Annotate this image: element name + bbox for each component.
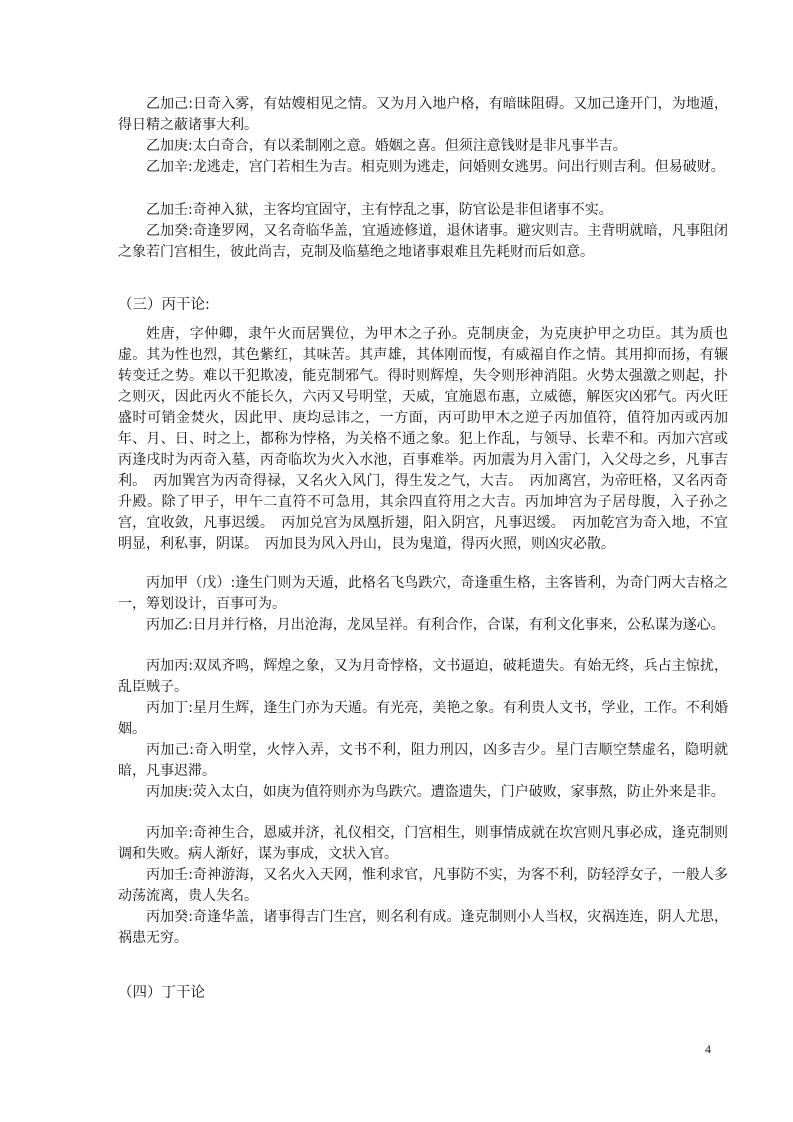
section-heading-ding: （四）丁干论	[118, 985, 205, 1001]
paragraph-bing-geng: 丙加庚:荧入太白，如庚为值符则亦为鸟跌穴。遭盗遗失，门户破败，家事熬，防止外来是非。	[146, 784, 725, 800]
paragraph-yi-xin: 乙加辛:龙逃走，宫门若相生为吉。相克则为逃走，问婚则女逃男。问出行则吉利。但易破财。	[146, 159, 725, 175]
bing-paragraphs-group-1	[118, 573, 728, 636]
paragraph-yi-ren: 乙加壬:奇神入狱，主客均宜固守，主有悖乱之事，防官讼是非但诸事不实。	[146, 202, 613, 218]
paragraph-bing-ji: 丙加己:奇入明堂，火悖入弄，文书不利，阻力刑囚，凶多吉少。星门吉顺空禁虚名，隐明就暗，凡事迟滞。	[118, 742, 728, 779]
paragraph-bing-jia: 丙加甲（戊）:逢生门则为天遁，此格名飞鸟跌穴，奇逢重生格，主客皆利，为奇门两大吉格之一，筹划设计，百事可为。	[118, 575, 728, 612]
paragraph-yi-ji: 乙加己:日奇入雾，有姑嫂相见之情。又为月入地户格，有暗昧阻碍。又加己逢开门，为地遁，得日精之蔽诸事大利。	[118, 96, 728, 133]
paragraph-yi-gui: 乙加癸:奇逢罗网，又名奇临华盖，宜遁迹修道，退休诸事。避灾则吉。主背明就暗，凡事阻闭之象若门宫相生，彼此尚吉，克制及临墓绝之地诸事艰难且先耗财而后如意。	[118, 223, 728, 260]
yi-paragraphs-group-1	[118, 94, 728, 178]
bing-paragraphs-group-3	[118, 823, 728, 949]
page-number: 4	[705, 1042, 711, 1056]
paragraph-bing-ding: 丙加丁:星月生辉，逢生门亦为天遁。有光亮，美艳之象。有利贵人文书，学业，工作。不利婚姻。	[118, 700, 728, 737]
paragraph-bing-intro: 姓唐，字仲卿，隶午火而居巽位，为甲木之子孙。克制庚金，为克庚护甲之功臣。其为质也虚。其为性也烈，其色紫红，其味苦。其声雄，其体刚而愎，有威福自作之情。其用抑而扬，有辗转变迁之势。难以干犯欺凌，能克制邪气。得时则辉煌，失令则形神消阻。火势太强激之则起，扑之则灭，因此丙火不能长久，六丙又号明堂，天威，宜施恩布惠，立威德，解医灾凶邪气。丙火旺盛时可销金焚火，因此甲、庚均忌讳之，一方面，丙可助甲木之逆子丙加值符，值符加丙或丙加年、月、日、时之上，都称为悖格，为关格不通之象。犯上作乱，与领导、长辈不和。丙加六宫或丙逢戌时为丙奇入墓，丙奇临坎为火入水池，百事难举。丙加震为月入雷门，入父母之乡，凡事吉利。 丙加巽宫为丙奇得禄，又名火入风门，得生发之气，大吉。 丙加离宫，为帝旺格，又名丙奇升殿。除了甲子，甲午二直符不可急用，其余四直符用之大吉。丙加坤宫为子居母腹，入子孙之宫，宜收敛，凡事迟缓。 丙加兑宫为凤凰折翅，阳入阴宫，凡事迟缓。 丙加乾宫为奇入地，不宜明显，利私事，阴谋。 丙加艮为风入丹山，艮为鬼道，得丙火照，则凶灾必散。	[118, 326, 728, 552]
paragraph-yi-geng: 乙加庚:太白奇合，有以柔制刚之意。婚姻之喜。但须注意钱财是非凡事半吉。	[146, 138, 627, 154]
paragraph-bing-bing: 丙加丙:双凤齐鸣，辉煌之象，又为月奇悖格，文书逼迫，破耗遗失。有始无终，兵占主惊扰，乱臣贼子。	[118, 658, 728, 695]
yi-paragraphs-group-2	[118, 200, 728, 263]
section-heading-bing: （三）丙干论:	[118, 297, 210, 313]
paragraph-bing-yi: 丙加乙:日月并行格，月出沧海，龙凤呈祥。有利合作，合谋，有利文化事来，公私谋为遂心。	[146, 617, 725, 633]
bing-paragraphs-group-2	[118, 656, 728, 803]
paragraph-bing-gui: 丙加癸:奇逢华盖，诸事得吉门生宫，则名利有成。逢克制则小人当权，灾祸连连，阴人尤思，祸患无穷。	[118, 909, 728, 946]
paragraph-bing-ren: 丙加壬:奇神游海，又名火入天网，惟利求官，凡事防不实，为客不利，防轻浮女子，一般人多动荡流离，贵人失名。	[118, 867, 728, 904]
bing-intro-block	[118, 324, 728, 555]
paragraph-bing-xin: 丙加辛:奇神生合，恩威并济，礼仪相交，门宫相生，则事情成就在坎宫则凡事必成，逢克制则调和失败。病人渐好，谋为事成，文状入官。	[118, 825, 728, 862]
